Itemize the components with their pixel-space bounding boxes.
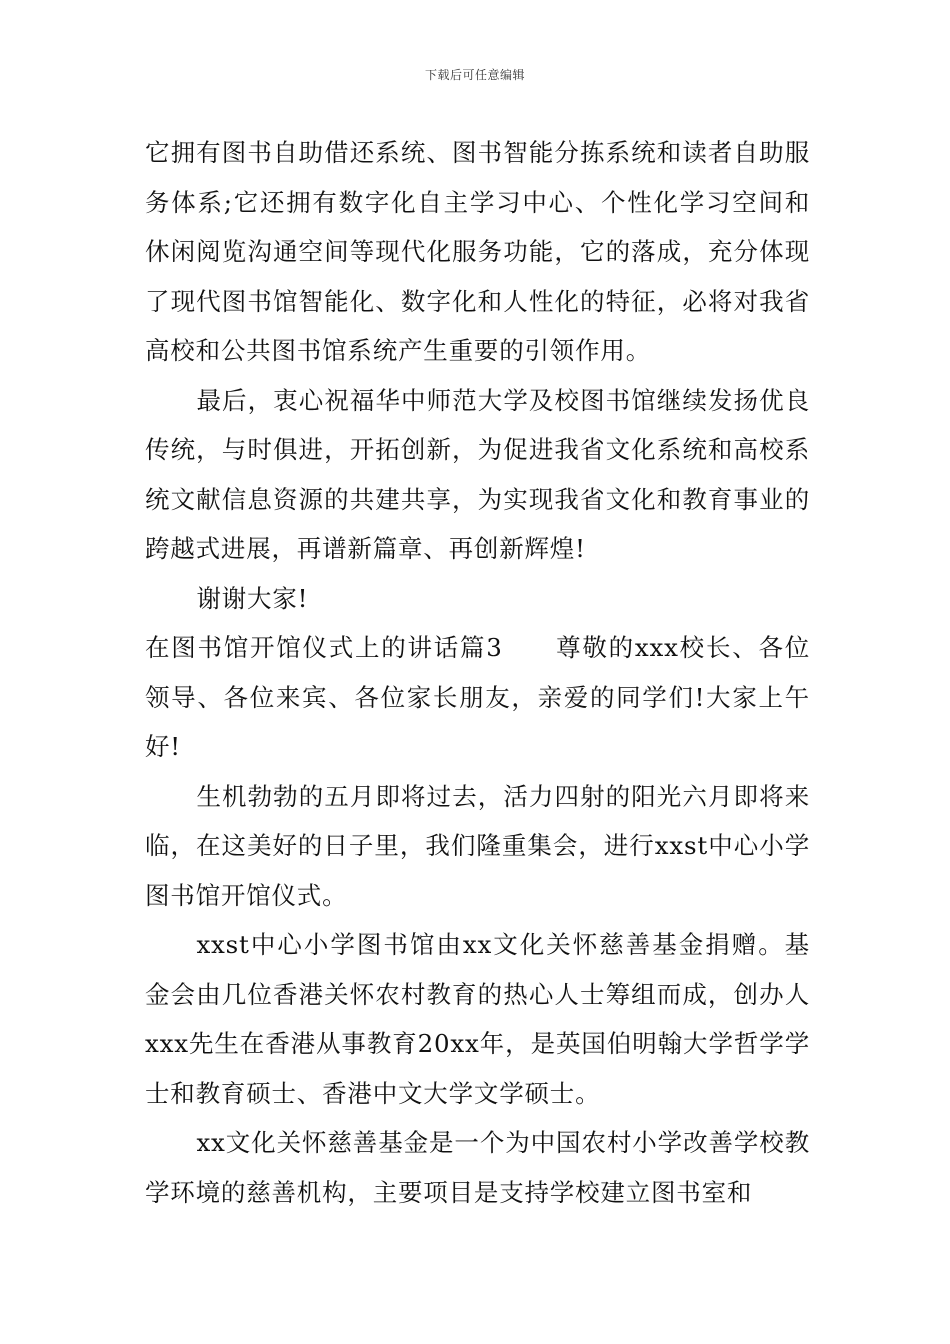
paragraph-1: 它拥有图书自助借还系统、图书智能分拣系统和读者自助服务体系;它还拥有数字化自主学习中心、个性化学习空间和休闲阅览沟通空间等现代化服务功能，它的落成，充分体现了现代图书馆智能化、数字化和人性化的特征，必将对我省高校和公共图书馆系统产生重要的引领作用。 <box>145 138 810 365</box>
page-header: 下载后可任意编辑 <box>424 68 525 82</box>
paragraph-3: 谢谢大家! <box>196 583 309 613</box>
paragraph-5: 生机勃勃的五月即将过去，活力四射的阳光六月即将来临，在这美好的日子里，我们隆重集会，进行xxst中心小学图书馆开馆仪式。 <box>145 781 810 910</box>
paragraph-7: xx文化关怀慈善基金是一个为中国农村小学改善学校教学环境的慈善机构，主要项目是支持学校建立图书室和 <box>145 1128 810 1207</box>
paragraph-2: 最后，衷心祝福华中师范大学及校图书馆继续发扬优良传统，与时俱进，开拓创新，为促进我省文化系统和高校系统文献信息资源的共建共享，为实现我省文化和教育事业的跨越式进展，再谱新篇章、再创新辉煌! <box>145 385 810 563</box>
paragraph-6: xxst中心小学图书馆由xx文化关怀慈善基金捐赠。基金会由几位香港关怀农村教育的热心人士筹组而成，创办人xxx先生在香港从事教育20xx年，是英国伯明翰大学哲学学士和教育硕士、香港中文大学文学硕士。 <box>145 930 810 1108</box>
document-body <box>145 128 810 1217</box>
section-title-paragraph: 在图书馆开馆仪式上的讲话篇3 尊敬的xxx校长、各位领导、各位来宾、各位家长朋友，亲爱的同学们!大家上午好! <box>145 633 810 761</box>
